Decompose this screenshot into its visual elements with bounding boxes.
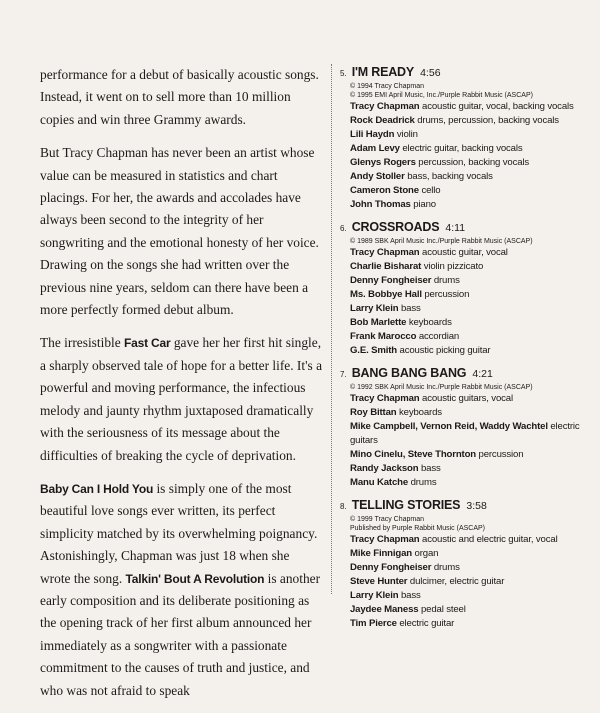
track-header — [340, 64, 595, 82]
musician-role: percussion — [478, 449, 524, 460]
musician-name: Denny Fongheiser — [350, 562, 432, 573]
credit-line — [340, 246, 595, 260]
musician-name: Mino Cinelu, Steve Thornton — [350, 449, 476, 460]
musician-name: Tim Pierce — [350, 618, 397, 629]
paragraph-text: The irresistible — [40, 335, 125, 351]
credit-line — [340, 114, 595, 128]
track-title: TELLING STORIES — [351, 498, 461, 512]
credit-line — [340, 603, 595, 617]
musician-name: Larry Klein — [350, 590, 399, 601]
musician-role: cello — [421, 185, 441, 196]
credit-line — [340, 462, 595, 476]
credit-line — [340, 561, 595, 575]
musician-name: Rock Deadrick — [350, 115, 415, 126]
musician-role: percussion — [424, 289, 470, 300]
track-block — [340, 365, 595, 490]
track-title: BANG BANG BANG — [351, 366, 467, 380]
copyright-line: © 1995 EMI April Music, Inc./Purple Rabbit Music (ASCAP) — [350, 92, 533, 99]
musician-role: acoustic guitar, vocal, backing vocals — [422, 101, 574, 112]
track-number: 7. — [340, 370, 347, 379]
musician-name: Bob Marlette — [350, 317, 407, 328]
track-duration: 4:11 — [445, 222, 466, 234]
credit-line — [340, 316, 595, 330]
musician-name: Adam Levy — [350, 143, 400, 154]
musician-role: keyboards — [408, 317, 452, 328]
musician-name: Denny Fongheiser — [350, 275, 432, 286]
musician-name: Tracy Chapman — [350, 247, 420, 258]
musician-role: percussion, backing vocals — [418, 157, 530, 168]
musician-name: Lili Haydn — [350, 129, 395, 140]
credit-line — [340, 547, 595, 561]
musician-role: dulcimer, electric guitar — [409, 576, 505, 587]
track-title: CROSSROADS — [351, 220, 440, 234]
musician-role: electric guitars — [350, 421, 580, 446]
track-header — [340, 497, 595, 515]
musician-role: bass, backing vocals — [407, 171, 493, 182]
paragraph — [40, 64, 322, 131]
musician-role: drums, percussion, backing vocals — [417, 115, 559, 126]
song-title-fast-car: Fast Car — [124, 336, 171, 351]
musician-role: piano — [413, 199, 436, 210]
track-title: I'M READY — [351, 65, 415, 79]
musician-name: Andy Stoller — [350, 171, 405, 182]
musician-role: violin — [396, 129, 418, 140]
musician-role: drums — [410, 477, 437, 488]
musician-role: acoustic picking guitar — [399, 345, 491, 356]
paragraph — [40, 142, 322, 321]
musician-role: acoustic and electric guitar, vocal — [422, 534, 558, 545]
musician-name: Larry Klein — [350, 303, 399, 314]
credit-line — [340, 128, 595, 142]
track-number: 6. — [340, 224, 347, 233]
musician-role: electric guitar — [399, 618, 455, 629]
credit-line — [340, 142, 595, 156]
track-header — [340, 365, 595, 383]
paragraph-text: performance for a debut of basically acoustic songs. Instead, it went on to sell more than 10 million copies and win three Grammy awards. — [40, 67, 319, 127]
credit-line — [340, 589, 595, 603]
musician-name: Charlie Bisharat — [350, 261, 422, 272]
musician-name: G.E. Smith — [350, 345, 398, 356]
copyright-line: © 1992 SBK April Music Inc./Purple Rabbit Music (ASCAP) — [350, 384, 533, 391]
musician-role: bass — [401, 303, 421, 314]
song-title-talkin-bout-a-revolution: Talkin' Bout A Revolution — [125, 571, 265, 586]
musician-name: Steve Hunter — [350, 576, 408, 587]
musician-name: Tracy Chapman — [350, 101, 420, 112]
song-title-baby-can-i-hold-you: Baby Can I Hold You — [40, 481, 154, 496]
credit-line — [340, 302, 595, 316]
credit-line — [340, 184, 595, 198]
musician-name: Frank Marocco — [350, 331, 417, 342]
paragraph-text: is another early composition and its deliberate positioning as the opening track of her first album announced her immediately as a songwriter with a passionate commitment to the causes of truth and justice, and who was not afraid to speak — [40, 570, 321, 698]
musician-name: Manu Katche — [350, 477, 409, 488]
copyright-line: © 1999 Tracy Chapman — [350, 516, 425, 523]
credit-line — [340, 617, 595, 631]
track-duration: 3:58 — [466, 500, 487, 512]
credit-line — [340, 156, 595, 170]
track-number: 8. — [340, 502, 347, 511]
credit-line — [340, 533, 595, 547]
credit-line — [340, 198, 595, 212]
credit-line — [340, 100, 595, 114]
credit-line — [340, 420, 595, 448]
credit-line — [340, 170, 595, 184]
credit-line — [340, 274, 595, 288]
track-block — [340, 64, 595, 212]
column-divider — [331, 64, 332, 594]
musician-name: Roy Bittan — [350, 407, 397, 418]
musician-role: keyboards — [399, 407, 442, 418]
musician-name: Tracy Chapman — [350, 393, 420, 404]
paragraph — [40, 478, 322, 702]
track-credits — [340, 64, 595, 638]
musician-name: Mike Campbell, Vernon Reid, Waddy Wachtel — [350, 421, 548, 432]
track-block — [340, 497, 595, 631]
paragraph-text: gave her her first hit single, a sharply observed tale of hope for a better life. It's a powerful and moving performance, the infectious melody and jaunty rhythm juxtaposed dramatically with the seriousness of its message about the difficulties of breaking the cycle of deprivation. — [40, 335, 323, 463]
copyright-line: Published by Purple Rabbit Music (ASCAP) — [350, 525, 486, 532]
liner-notes-text — [40, 64, 322, 713]
musician-name: Glenys Rogers — [350, 157, 416, 168]
credit-line — [340, 448, 595, 462]
musician-role: accordian — [418, 331, 460, 342]
musician-role: organ — [414, 548, 439, 559]
credit-line — [340, 288, 595, 302]
musician-role: drums — [433, 562, 460, 573]
track-number: 5. — [340, 69, 347, 78]
track-duration: 4:21 — [472, 368, 493, 380]
musician-name: Jaydee Maness — [350, 604, 419, 615]
track-duration: 4:56 — [420, 67, 441, 79]
copyright-line: © 1989 SBK April Music Inc./Purple Rabbit Music (ASCAP) — [350, 238, 533, 245]
musician-role: violin pizzicato — [423, 261, 484, 272]
musician-name: John Thomas — [350, 199, 411, 210]
musician-role: acoustic guitars, vocal — [422, 393, 513, 404]
musician-name: Randy Jackson — [350, 463, 419, 474]
credit-line — [340, 344, 595, 358]
credit-line — [340, 260, 595, 274]
track-header — [340, 219, 595, 237]
musician-role: bass — [401, 590, 421, 601]
track-block — [340, 219, 595, 358]
copyright-line: © 1994 Tracy Chapman — [350, 83, 425, 90]
paragraph — [40, 332, 322, 466]
credit-line — [340, 476, 595, 490]
musician-name: Mike Finnigan — [350, 548, 413, 559]
musician-role: bass — [420, 463, 441, 474]
musician-name: Ms. Bobbye Hall — [350, 289, 422, 300]
musician-role: acoustic guitar, vocal — [422, 247, 508, 258]
credit-line — [340, 392, 595, 406]
credit-line — [340, 406, 595, 420]
paragraph-text: But Tracy Chapman has never been an artist whose value can be measured in statistics and chart placings. For her, the awards and accolades have always been second to the integrity of her songwriting and the emotional honesty of her voice. Drawing on the songs she had written over the previous nine years, seldom can there have been a more perfectly formed debut album. — [40, 145, 319, 318]
musician-name: Cameron Stone — [350, 185, 419, 196]
musician-role: drums — [433, 275, 460, 286]
credit-line — [340, 330, 595, 344]
musician-role: pedal steel — [420, 604, 466, 615]
musician-name: Tracy Chapman — [350, 534, 420, 545]
musician-role: electric guitar, backing vocals — [402, 143, 523, 154]
credit-line — [340, 575, 595, 589]
paragraph-text: is simply one of the most beautiful love songs ever written, its perfect simplicity matched by its overwhelming poignancy. Astonishingly, Chapman was just 18 when she wrote the song. — [40, 480, 318, 586]
